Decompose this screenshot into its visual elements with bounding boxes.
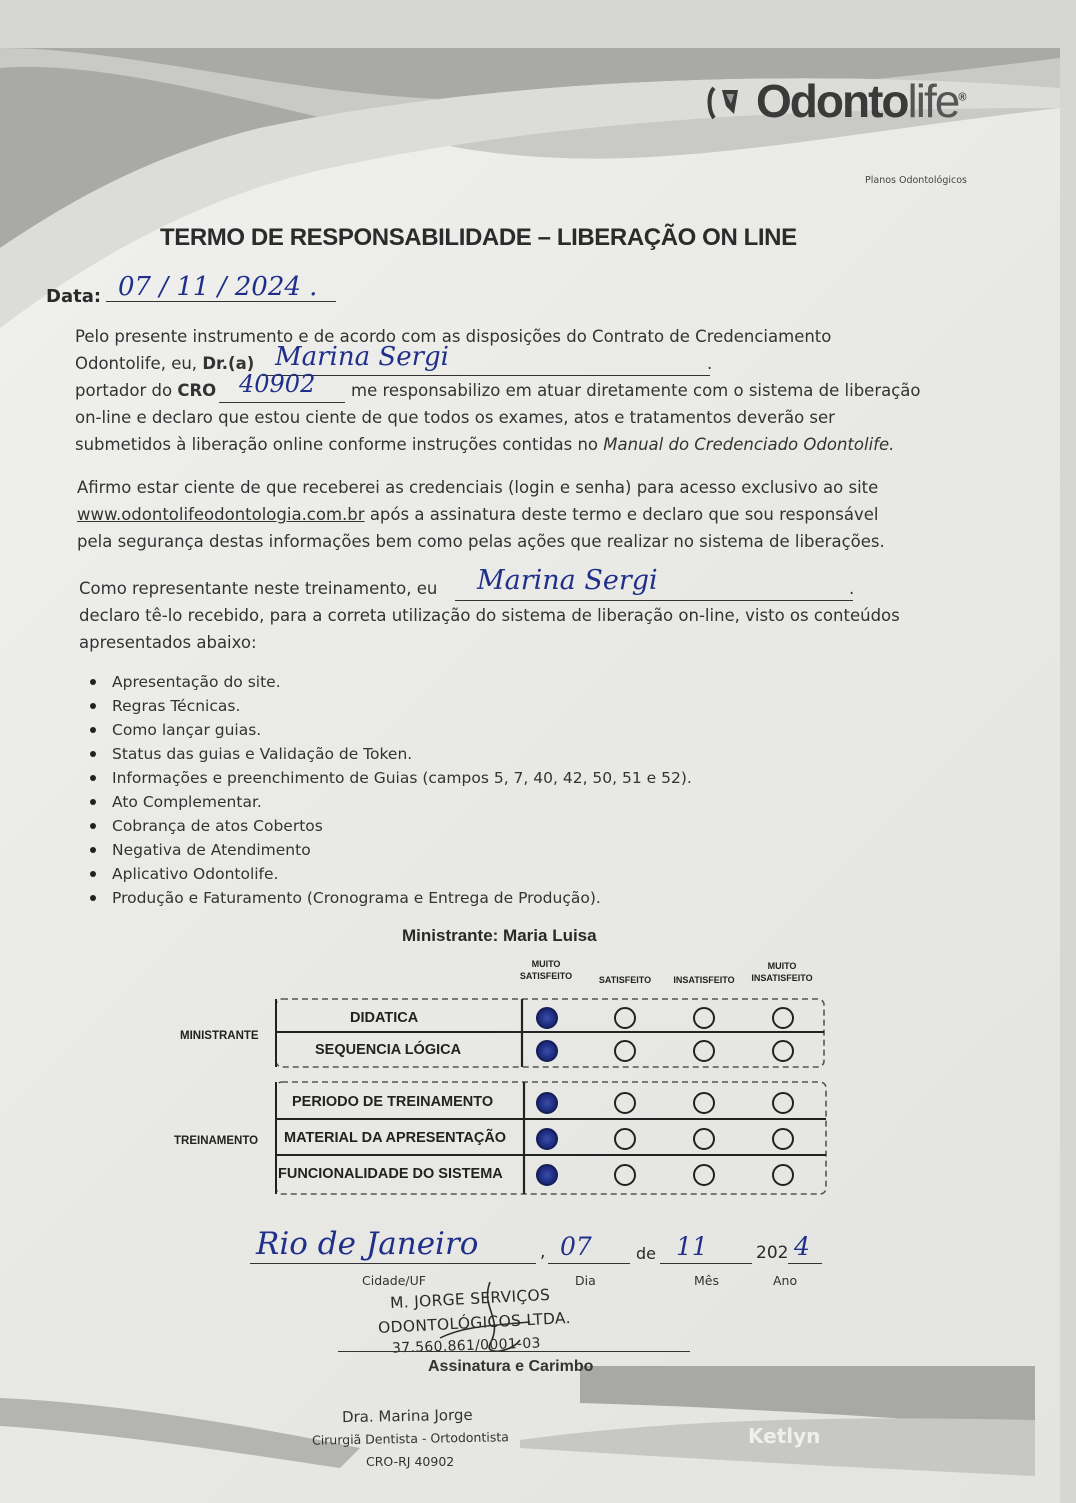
topics-list: [86, 670, 692, 910]
rating-radio-didatica-insatisfeito[interactable]: [693, 1007, 715, 1029]
rating-radio-periodo-muito-satisfeito[interactable]: [536, 1092, 558, 1114]
list-item: Status das guias e Validação de Token.: [86, 742, 692, 766]
signature-label: Assinatura e Carimbo: [428, 1358, 594, 1375]
col-header-insatisfeito: INSATISFEITO: [673, 975, 735, 985]
site-link[interactable]: www.odontolifeodontologia.com.br: [77, 505, 365, 524]
list-item: Produção e Faturamento (Cronograma e Entrega de Produção).: [86, 886, 692, 910]
rating-radio-material-muito-satisfeito[interactable]: [536, 1128, 558, 1150]
rating-radio-periodo-insatisfeito[interactable]: [693, 1092, 715, 1114]
doctor-name-line: [262, 374, 710, 376]
page-title: TERMO DE RESPONSABILIDADE – LIBERAÇÃO ON LINE: [160, 224, 797, 251]
col-header-muito-satisfeito: MUITO SATISFEITO: [519, 959, 573, 981]
footer-watermark: Ketlyn: [748, 1424, 821, 1448]
year-value: 4: [794, 1232, 810, 1261]
rating-radio-funcionalidade-muito-satisfeito[interactable]: [536, 1164, 558, 1186]
date-value: 07 / 11 / 2024 .: [118, 272, 318, 302]
row-label-sequencia-logica: SEQUENCIA LÓGICA: [315, 1042, 462, 1058]
rating-radio-didatica-satisfeito[interactable]: [614, 1007, 636, 1029]
representative-name: Marina Sergi: [477, 565, 658, 596]
list-item: Cobrança de atos Cobertos: [86, 814, 692, 838]
row-label-material-apresentacao: MATERIAL DA APRESENTAÇÃO: [284, 1130, 507, 1146]
rating-radio-didatica-muito-insatisfeito[interactable]: [772, 1007, 794, 1029]
day-line: [548, 1262, 630, 1264]
representative-name-line: [455, 599, 853, 601]
row-label-periodo-treinamento: PERIODO DE TREINAMENTO: [292, 1094, 494, 1110]
rating-radio-didatica-muito-satisfeito[interactable]: [536, 1007, 558, 1029]
year-line: [788, 1262, 822, 1264]
group-label-ministrante: MINISTRANTE: [180, 1030, 259, 1042]
rating-radio-sequencia-satisfeito[interactable]: [614, 1040, 636, 1062]
dr-label: Dr.(a): [202, 354, 255, 373]
rating-radio-sequencia-insatisfeito[interactable]: [693, 1040, 715, 1062]
p1-line5: submetidos à liberação online conforme instruções contidas no Manual do Credenciado Odontolife.: [75, 435, 895, 454]
rating-radio-funcionalidade-insatisfeito[interactable]: [693, 1164, 715, 1186]
list-item: Como lançar guias.: [86, 718, 692, 742]
city-value: Rio de Janeiro: [256, 1226, 479, 1262]
doctor-name: Marina Sergi: [275, 342, 449, 372]
signature-line: [338, 1350, 690, 1352]
paragraph-3: Como representante neste treinamento, eu Marina Sergi . declaro tê-lo recebido, para a correta utilização do sistema de liberação on-line, visto os conteúdos apresentados abaixo:: [79, 565, 900, 652]
rating-radio-periodo-muito-insatisfeito[interactable]: [772, 1092, 794, 1114]
month-line: [660, 1262, 752, 1264]
rating-radio-material-satisfeito[interactable]: [614, 1128, 636, 1150]
rating-radio-material-muito-insatisfeito[interactable]: [772, 1128, 794, 1150]
row-label-didatica: DIDATICA: [350, 1010, 419, 1026]
rating-radio-funcionalidade-muito-insatisfeito[interactable]: [772, 1164, 794, 1186]
col-header-muito-insatisfeito: MUITO INSATISFEITO: [751, 961, 813, 983]
p1-line4: on-line e declaro que estou ciente de que todos os exames, atos e tratamentos deverão ser: [75, 408, 835, 427]
handwritten-signature: [420, 1278, 540, 1368]
date-label: Data:: [46, 286, 102, 307]
cro-line: [219, 401, 345, 403]
rating-radio-funcionalidade-satisfeito[interactable]: [614, 1164, 636, 1186]
paragraph-1: [75, 323, 995, 458]
list-item: Ato Complementar.: [86, 790, 692, 814]
month-value: 11: [676, 1232, 708, 1261]
list-item: Informações e preenchimento de Guias (campos 5, 7, 40, 42, 50, 51 e 52).: [86, 766, 692, 790]
odontolife-logo: [700, 74, 980, 144]
city-line: [250, 1262, 536, 1264]
group-label-treinamento: TREINAMENTO: [174, 1135, 259, 1147]
cro-number: 40902: [239, 370, 316, 398]
p1-line2: Odontolife, eu, Dr.(a) Marina Sergi .: [75, 350, 995, 377]
ministrante-heading: Ministrante: Maria Luisa: [402, 926, 597, 945]
manual-reference: Manual do Credenciado Odontolife.: [603, 435, 895, 454]
row-label-funcionalidade-sistema: FUNCIONALIDADE DO SISTEMA: [278, 1166, 503, 1182]
footer-swoosh-graphic: [0, 1358, 1060, 1503]
rating-radio-material-insatisfeito[interactable]: [693, 1128, 715, 1150]
tooth-logo-icon: [704, 80, 748, 124]
rating-radio-sequencia-muito-satisfeito[interactable]: [536, 1040, 558, 1062]
paragraph-2: Afirmo estar ciente de que receberei as credenciais (login e senha) para acesso exclusivo ao site www.odontolifeodontologia.com.br após a assinatura deste termo e declaro que sou responsável pela segurança destas informações bem como pelas ações que realizar no sistema de liberações.: [77, 478, 885, 551]
brand-tagline: Planos Odontológicos: [865, 175, 967, 186]
day-value: 07: [560, 1232, 592, 1261]
rating-radio-sequencia-muito-insatisfeito[interactable]: [772, 1040, 794, 1062]
list-item: Regras Técnicas.: [86, 694, 692, 718]
brand-name: Odontolife®: [756, 75, 965, 127]
rating-radio-periodo-satisfeito[interactable]: [614, 1092, 636, 1114]
list-item: Aplicativo Odontolife.: [86, 862, 692, 886]
col-header-satisfeito: SATISFEITO: [598, 975, 652, 985]
list-item: Negativa de Atendimento: [86, 838, 692, 862]
p1-line3: portador do CRO 40902 me responsabilizo em atuar diretamente com o sistema de liberação: [75, 377, 995, 404]
list-item: Apresentação do site.: [86, 670, 692, 694]
p1-line1: Pelo presente instrumento e de acordo com as disposições do Contrato de Credenciamento: [75, 327, 832, 346]
cro-label: CRO: [177, 381, 217, 400]
